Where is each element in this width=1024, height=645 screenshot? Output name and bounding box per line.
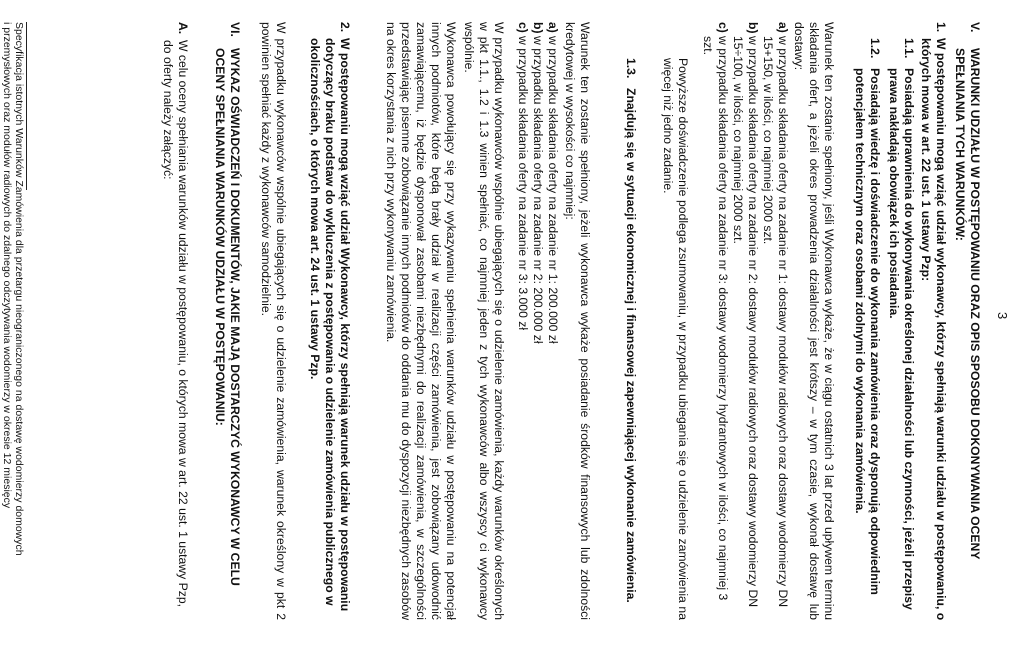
item-1-3-label: 1.3. [624, 58, 638, 79]
item-1-2-text: Posiadają wiedzę i doświadczenie do wykonania zamówienia oraz dysponują odpowiednim potencjałem technicznym oraz osobami zdolnymi do wykonania zamówienia. [853, 68, 882, 595]
item-1-text: W postępowaniu mogą wziąć udział wykonawcy, którzy spełniają warunki udziału w postępowaniu, o których mowa w art. 22 ust. 1 ustawy Pzp: [919, 38, 948, 621]
footnote [1, 22, 25, 622]
item-1-label: 1. [934, 22, 948, 33]
item-1-2 [852, 38, 882, 622]
footnote-line-2: i przemysłowych oraz modułów radiowych do zdalnego odczytywania wodomierzy w okresie 12 miesięcy [1, 22, 13, 509]
item-a-text: W celu oceny spełniania warunków udziału w postępowaniu, o których mowa w art. 22 ust. 1 ustawy Pzp, do oferty należy załączyć: [161, 40, 190, 607]
item-1-3 [623, 58, 638, 620]
footnote-line-1: Specyfikacja istotnych Warunków Zamówienia dla przetargu nieograniczonego na dostawę wodomierzy domowych [13, 22, 25, 556]
list-item [760, 22, 790, 620]
powolujacy-paragraph: Wykonawca powołujący się przy wykazywaniu spełnienia warunków udziału w postępowaniu na potencjał innych podmiotów, które będą brały udział w realizacji części zamówienia, jest zobowiązany udowodnić zamawiającemu, iż będzie dysponował zasobami niezbędnymi do realizacji zamówienia, w szczególności przedstawiając pisemne zobowiązanie innych podmiotów do oddania mu do dyspozycji niezbędnych zasobów na okres korzystania z nich przy wykonywaniu zamówienia. [384, 22, 458, 620]
list-item-label: a) [776, 22, 790, 33]
wspolnie-paragraph: W przypadku wykonawców wspólnie ubiegających się o udzielenie zamówienia, każdy warunków określonych w pkt 1.1., 1.2 i 1.3 winien spełniać, co najmniej jeden z tych wykonawców albo wszyscy ci wykonawcy wspólnie. [462, 22, 506, 620]
page-number: 3 [995, 312, 1010, 320]
zsumowanie-paragraph: Powyższe doświadczenie podlega zsumowaniu, w przypadku ubiegania się o udzielenie zamówienia na więcej niż jedno zadanie. [661, 58, 690, 620]
warunek-1-3-paragraph: Warunek ten zostanie spełniony, jeżeli wykonawca wykaże posiadanie środków finansowych lub zdolności kredytowej w wysokości co najmniej: [563, 22, 592, 620]
footnote-rule [26, 22, 27, 190]
list-item [530, 22, 545, 620]
item-a-label: A. [176, 22, 190, 35]
item-1-1-text: Posiadają uprawnienia do wykonywania określonej działalności lub czynności, jeżeli przepisy prawa nakładają obowiązek ich posiadania. [887, 68, 916, 610]
section-v-heading [952, 22, 982, 612]
item-1-3-text: Znajdują się w sytuacji ekonomicznej i finansowej zapewniającej wykonanie zamówienia. [624, 88, 638, 603]
list-item-text: w przypadku składania oferty na zadanie nr 1: dostawy modułów radiowych oraz dostawy wodomierzy DN 15+150, w ilości, co najmniej 2000 szt. [761, 36, 790, 608]
item-1-2-label: 1.2. [868, 38, 882, 59]
list-item-text: w przypadku składania oferty na zadanie nr 2: dostawy modułów radiowych oraz dostawy wodomierzy DN 15÷100, w ilości, co najmniej 2000 szt. [731, 36, 760, 608]
list-1-3 [515, 22, 560, 620]
list-item-label: b) [746, 22, 760, 34]
item-1 [918, 22, 948, 622]
list-item-label: b) [531, 22, 545, 34]
pkt-2-paragraph: W przypadku wykonawców wspólnie ubiegających się o udzielenie zamówienia, warunek określony w pkt 2 powinien spełniać każdy z wykonawców samodzielnie. [259, 22, 288, 620]
list-item [515, 22, 530, 620]
item-2-text: W postępowaniu mogą wziąć udział Wykonawcy, którzy spełniają warunek udziału w postępowaniu dotyczący braku podstaw do wykluczenia z postępowania o udzielenie zamówienia publicznego w okolicznościach, o których mowa art. 24 ust. 1 ustawy Pzp. [308, 38, 352, 612]
list-item [545, 22, 560, 620]
section-vi-label: VI. [228, 22, 242, 37]
item-2-label: 2. [338, 22, 352, 33]
item-a [160, 22, 190, 622]
list-item-label: c) [716, 22, 730, 33]
list-item-label: a) [546, 22, 560, 33]
list-item-text: w przypadku składania oferty na zadanie nr 3: 3.000 zł [516, 36, 530, 331]
item-1-1-label: 1.1. [902, 38, 916, 59]
section-vi-heading [212, 22, 242, 612]
section-v-title: WARUNKI UDZIAŁU W POSTĘPOWANIU ORAZ OPIS SPOSOBU DOKONYWANIA OCENY SPEŁNIANIA TYCH WARUNKÓW: [953, 48, 982, 560]
section-vi-title: WYKAZ OŚWIADCZEŃ I DOKUMENTÓW, JAKIE MAJĄ DOSTARCZYĆ WYKONAWCY W CELU OCENY SPEŁNIANIA WARUNKÓW UDZIAŁU W POSTĘPOWANIU: [213, 48, 242, 586]
list-item [700, 22, 730, 620]
list-item-text: w przypadku składania oferty na zadanie nr 2: 200.000 zł [531, 36, 545, 344]
list-item-text: w przypadku składania oferty na zadanie nr 3: dostawy wodomierzy hydrantowych w ilości, co najmniej 3 szt. [701, 36, 730, 601]
item-1-1 [886, 38, 916, 622]
warunek-1-2-paragraph: Warunek ten zostanie spełniony, jeśli Wykonawca wykaże, że w ciągu ostatnich 3 lat przed upływem terminu składania ofert, a jeżeli okres prowadzenia działalności jest krótszy – w tym czasie, wykonał dostawę lub dostawy: [792, 22, 836, 620]
list-item [730, 22, 760, 620]
item-2 [307, 22, 352, 622]
list-1-2 [700, 22, 790, 620]
list-item-text: w przypadku składania oferty na zadanie nr 1: 200.000 zł [546, 36, 560, 344]
list-item-label: c) [516, 22, 530, 33]
section-v-label: V. [968, 22, 982, 33]
